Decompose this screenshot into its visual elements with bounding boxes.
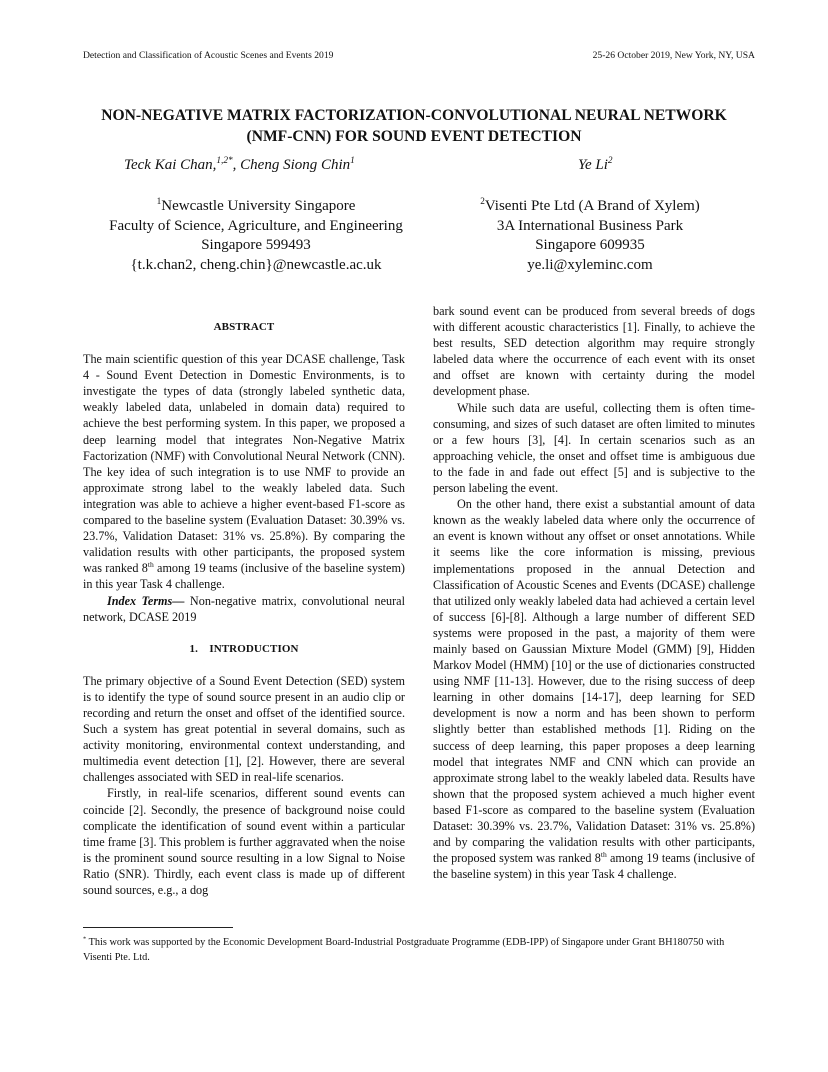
- authors-right: [578, 157, 613, 174]
- intro-paragraph-1: The primary objective of a Sound Event Detection (SED) system is to identify the type of sound source present in an audio clip or recording and return the onset and offset of the identified source. Such a system has great potential in several domains, such as activity monitoring, environmental context understanding, and multimedia event detection [1], [2]. However, there are several challenges associated with SED in real-life scenarios.: [83, 673, 405, 785]
- body-paragraph-3-end: among 19 teams (inclusive of the baseline system) in this year Task 4 challenge.: [433, 851, 755, 882]
- author-chan-affil-mark: 1,2*: [216, 156, 233, 166]
- footnote-mark: *: [83, 935, 87, 943]
- body-paragraph-3-ordinal-suffix: th: [600, 850, 607, 860]
- author-chin-affil-mark: 1: [350, 156, 355, 166]
- body-paragraph-3: [433, 496, 755, 882]
- body-paragraph-2: While such data are useful, collecting them is often time-consuming, and sizes of such dataset are often limited to minutes or a few hours [3], [4]. In certain scenarios such as an approaching vehicle, the onset and offset time is ambiguous due to the fade in and fade out effect [5] and is subjective to the person labeling the event.: [433, 400, 755, 496]
- affiliation-left-mark: 1: [156, 197, 162, 207]
- affiliation-left-email: {t.k.chan2, cheng.chin}@newcastle.ac.uk: [130, 256, 382, 273]
- left-column: [83, 319, 405, 898]
- index-terms-text: Non-negative matrix, convolutional neural network, DCASE 2019: [83, 593, 405, 624]
- affiliation-right-company: Visenti Pte Ltd (A Brand of Xylem): [484, 198, 700, 214]
- affiliation-right-email: ye.li@xyleminc.com: [527, 256, 653, 273]
- running-header-right: 25-26 October 2019, New York, NY, USA: [592, 50, 755, 61]
- paper-title: [60, 105, 768, 147]
- abstract-heading: ABSTRACT: [213, 321, 275, 333]
- affiliation-left-institution: Newcastle University Singapore: [161, 198, 356, 214]
- author-chan: Teck Kai Chan,: [124, 157, 217, 173]
- author-li-affil-mark: 2: [607, 156, 613, 166]
- footnote: [83, 936, 749, 965]
- author-chin: , Cheng Siong Chin: [232, 157, 351, 173]
- authors-left: [124, 157, 355, 174]
- affiliation-left: [86, 197, 426, 275]
- intro-paragraph-2: Firstly, in real-life scenarios, different sound events can coincide [2]. Secondly, the presence of background noise could complicate the identification of sound event within a particular time frame [3]. This problem is further aggravated when the noise is the prominent sound source resulting in a low Signal to Noise Ratio (SNR). Thirdly, each event class is made up of different sound sources, e.g., a dog: [83, 786, 405, 897]
- affiliation-right-mark: 2: [480, 197, 485, 207]
- abstract-ordinal-suffix: th: [147, 560, 154, 570]
- footnote-divider: [83, 927, 233, 928]
- title-line-1: NON-NEGATIVE MATRIX FACTORIZATION-CONVOLUTIONAL NEURAL NETWORK: [101, 107, 727, 124]
- index-terms: [83, 593, 405, 625]
- affiliation-right: [440, 197, 740, 275]
- running-header-left: Detection and Classification of Acoustic Scenes and Events 2019: [83, 50, 334, 61]
- title-line-2: (NMF-CNN) FOR SOUND EVENT DETECTION: [246, 128, 582, 145]
- footnote-text: This work was supported by the Economic Development Board-Industrial Postgraduate Programme (EDB-IPP) of Singapore under Grant BH180750 with Visenti Pte. Ltd.: [83, 937, 725, 963]
- affiliation-left-address: Singapore 599493: [201, 237, 311, 253]
- abstract-text-end: among 19 teams (inclusive of the baseline system) in this year Task 4 challenge.: [83, 561, 405, 592]
- index-terms-label: Index Terms—: [107, 593, 185, 608]
- abstract-text: [83, 351, 405, 592]
- affiliation-right-address: Singapore 609935: [535, 237, 645, 253]
- affiliation-left-faculty: Faculty of Science, Agriculture, and Engineering: [109, 217, 403, 234]
- author-li: Ye Li: [578, 157, 608, 173]
- introduction-heading: 1. INTRODUCTION: [189, 642, 299, 655]
- affiliation-right-street: 3A International Business Park: [496, 217, 684, 234]
- abstract-text-main: The main scientific question of this year DCASE challenge, Task 4 - Sound Event Detection in Domestic Environments, is to investigate the types of data (strongly labeled synthetic data, weakly labeled data, unlabeled in domain data) required to achieve the best performing system. In this paper, we proposed a deep learning model that integrates Non-Negative Matrix Factorization (NMF) with Convolutional Neural Network (CNN). The key idea of such integration is to use NMF to provide an approximate strong label to the weakly labeled data. Such integration was able to achieve a higher event-based F1-score as compared to the baseline system (Evaluation Dataset: 30.39% vs. 23.7%, Validation Dataset: 31% vs. 25.8%). By comparing the validation results with other participants, the proposed system was ranked 8: [83, 352, 405, 576]
- body-paragraph-1: bark sound event can be produced from several breeds of dogs with different acoustic characteristics [1]. Finally, to achieve the best results, SED detection algorithm may require strongly labeled data where the occurrence of each event with its onset and offset are known with certainty during the model development phase.: [433, 304, 755, 399]
- body-paragraph-3-main: On the other hand, there exist a substantial amount of data known as the weakly labeled data where only the occurrence of an event is known without any offset or onset annotations. While it seems like the core information is missing, previous implementations proposed in the annual Detection and Classification of Acoustic Scenes and Events (DCASE) challenge that utilized only weakly labeled data had achieved a certain level of success [6]-[8]. Although a large number of different SED systems were proposed in the past, a majority of them were mainly based on Gaussian Mixture Model (GMM) [9], Hidden Markov Model (HMM) [10] or the use of dictionaries constructed using NMF [11-13]. However, due to the rising success of deep learning in other domains [14-17], deep learning for SED development is now a norm and has been shown to perform slightly better than established methods [1]. Riding on the success of deep learning, this paper proposes a deep learning model that integrates NMF and CNN which can provide an approximate strong label to the weakly labeled data. Results have shown that the proposed system achieved a much higher event based F1-score as compared to the baseline system (Evaluation Dataset: 30.39% vs. 23.7%, Validation Dataset: 31% vs. 25.8%) and by comparing the validation results with other participants, the proposed system was ranked 8: [433, 497, 755, 866]
- right-column: [433, 303, 755, 882]
